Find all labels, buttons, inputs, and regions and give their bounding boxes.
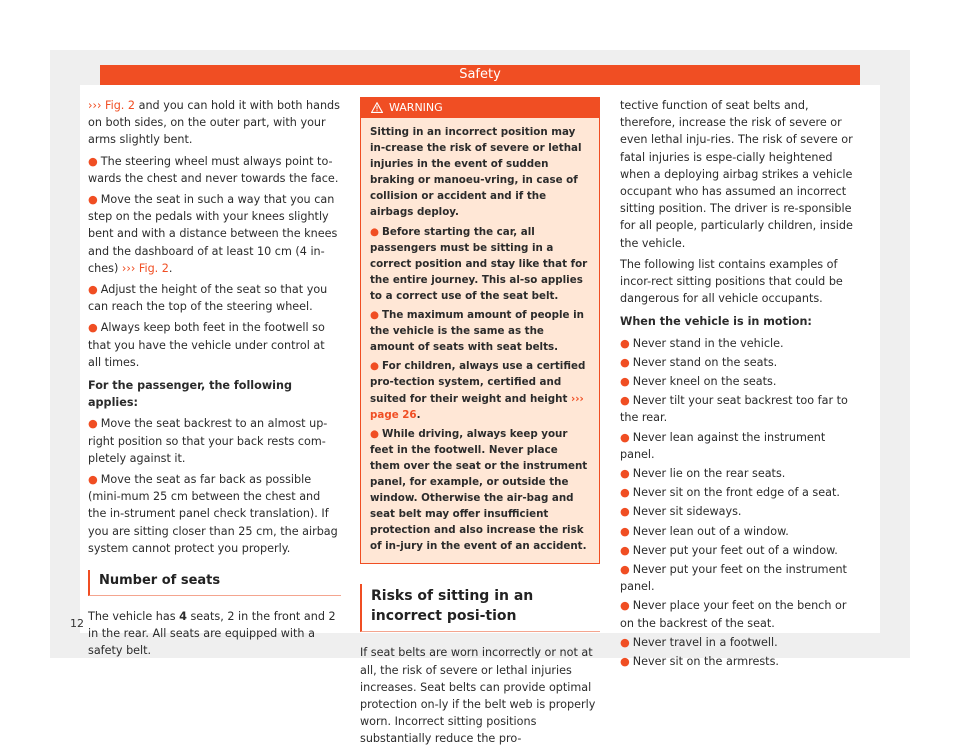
motion-heading: When the vehicle is in motion: — [620, 315, 812, 329]
list-item: ● Move the seat as far back as possible (mini-mum 25 cm between the chest and the in-strument panel check translation). If you are sitting closer than 25 cm, the airbag system cannot protect you properly. — [88, 473, 338, 555]
section-header: Safety — [100, 65, 860, 85]
list-item: ● Never put your feet on the instrument panel. — [620, 563, 847, 594]
bullet-icon: ● — [88, 473, 98, 487]
list-item: ● Always keep both feet in the footwell so that you have the vehicle under control at all times. — [88, 321, 325, 369]
bullet-icon: ● — [370, 427, 379, 440]
list-item: ● Never lie on the rear seats. — [620, 467, 786, 481]
page-number: 12 — [70, 617, 84, 630]
seats-count: 4 — [179, 610, 187, 624]
list-item: ● Never lean against the instrument panel. — [620, 430, 826, 461]
list-item: ● Never put your feet out of a window. — [620, 543, 838, 557]
figure-reference-link[interactable]: ››› Fig. 2 — [121, 261, 169, 275]
list-item: ● The steering wheel must always point to-wards the chest and never towards the face. — [88, 154, 339, 185]
list-item: ● Adjust the height of the seat so that you can reach the top of the steering wheel. — [88, 283, 328, 314]
bullet-icon: ● — [88, 321, 98, 335]
bullet-icon: ● — [620, 336, 630, 350]
warning-item: ● Before starting the car, all passengers must be sitting in a correct position and stay like that for the entire journey. This al-so applies to a correct use of the seat belt. — [370, 225, 588, 302]
list-item: ● Never sit on the front edge of a seat. — [620, 486, 840, 500]
bullet-icon: ● — [620, 563, 630, 577]
bullet-icon: ● — [620, 375, 630, 389]
list-item: ● Never stand on the seats. — [620, 355, 778, 369]
list-item: ● Never travel in a footwell. — [620, 635, 778, 649]
list-item: ● Move the seat backrest to an almost up-right position so that your back rests com-pletely against it. — [88, 417, 328, 465]
bullet-icon: ● — [620, 467, 630, 481]
bullet-icon: ● — [88, 193, 98, 207]
list-item: ● Never stand in the vehicle. — [620, 336, 784, 350]
bullet-icon: ● — [620, 486, 630, 500]
list-item: ● Never sit sideways. — [620, 505, 742, 519]
column-right — [620, 97, 860, 672]
bullet-icon: ● — [620, 430, 630, 444]
warning-box — [360, 97, 600, 564]
column-left — [88, 97, 341, 664]
section-title-number-of-seats: Number of seats — [88, 570, 341, 596]
list-item: ● Never sit on the armrests. — [620, 655, 779, 669]
column-middle — [360, 97, 600, 752]
paragraph: tective function of seat belts and, therefore, increase the risk of severe or even lethal inju-ries. The risk of severe or fatal injuries is espe-cially heightened when a deploying airbag strikes a vehicle occupant who has assumed an incorrect sitting position. The driver is re-sponsible for all people, particularly children, inside the vehicle. — [620, 99, 853, 250]
warning-title: WARNING — [389, 101, 443, 114]
motion-list — [620, 335, 860, 671]
section-title-risks: Risks of sitting in an incorrect posi-tion — [360, 584, 600, 632]
bullet-icon: ● — [370, 225, 379, 238]
list-item: ● Never place your feet on the bench or on the backrest of the seat. — [620, 599, 847, 630]
warning-triangle-icon — [371, 100, 383, 120]
intro-paragraph: ››› Fig. 2 and you can hold it with both hands on both sides, on the outer part, with your arms slightly bent. — [88, 99, 340, 147]
figure-reference-link[interactable]: ››› Fig. 2 — [88, 99, 136, 112]
risks-paragraph: If seat belts are worn incorrectly or not at all, the risk of severe or lethal injuries increases. Seat belts can provide optimal protection on-ly if the belt web is properly worn. Incorrect sitting positions substantially reduce the pro- — [360, 646, 596, 746]
bullet-icon: ● — [88, 417, 98, 431]
passenger-heading: For the passenger, the following applies: — [88, 379, 292, 410]
bullet-icon: ● — [620, 505, 630, 519]
list-item: ● Never lean out of a window. — [620, 524, 789, 538]
bullet-icon: ● — [620, 655, 630, 669]
bullet-icon: ● — [620, 599, 630, 613]
bullet-icon: ● — [88, 154, 98, 168]
warning-item: ● The maximum amount of people in the vehicle is the same as the amount of seats with seat belts. — [370, 309, 584, 354]
list-item: ● Never tilt your seat backrest too far to the rear. — [620, 394, 848, 425]
bullet-icon: ● — [370, 360, 379, 373]
warning-body — [361, 118, 599, 563]
warning-title-bar — [361, 98, 599, 118]
bullet-icon: ● — [620, 394, 630, 408]
warning-intro: Sitting in an incorrect position may in-crease the risk of severe or lethal injuries in the event of sudden braking or manoeu-vring, in case of collision or accident and if the airbags deploy. — [370, 126, 582, 219]
list-item: ● Never kneel on the seats. — [620, 375, 777, 389]
warning-item: ● While driving, always keep your feet in the footwell. Never place them over the seat or the instrument panel, for example, or outside the window. Otherwise the air-bag and seat belt may offer insufficient protection and also increase the risk of in-jury in the event of an accident. — [370, 427, 588, 553]
page-reference-link[interactable]: ››› page 26 — [370, 392, 584, 421]
bullet-icon: ● — [370, 309, 379, 322]
bullet-icon: ● — [620, 355, 630, 369]
bullet-icon: ● — [88, 283, 98, 297]
bullet-icon: ● — [620, 524, 630, 538]
list-item: ● Move the seat in such a way that you can step on the pedals with your knees slightly bent and with a distance between the knees and the dashboard of at least 10 cm (4 in-ches) ››› Fig. 2. — [88, 193, 338, 275]
paragraph: The following list contains examples of incor-rect sitting positions that could be dangerous for all vehicle occupants. — [620, 257, 843, 306]
bullet-icon: ● — [620, 635, 630, 649]
seats-paragraph: The vehicle has 4 seats, 2 in the front and 2 in the rear. All seats are equipped with a safety belt. — [88, 610, 336, 658]
bullet-icon: ● — [620, 543, 630, 557]
warning-item: ● For children, always use a certified pro-tection system, certified and suited for their weight and height ››› page 26. — [370, 360, 586, 421]
